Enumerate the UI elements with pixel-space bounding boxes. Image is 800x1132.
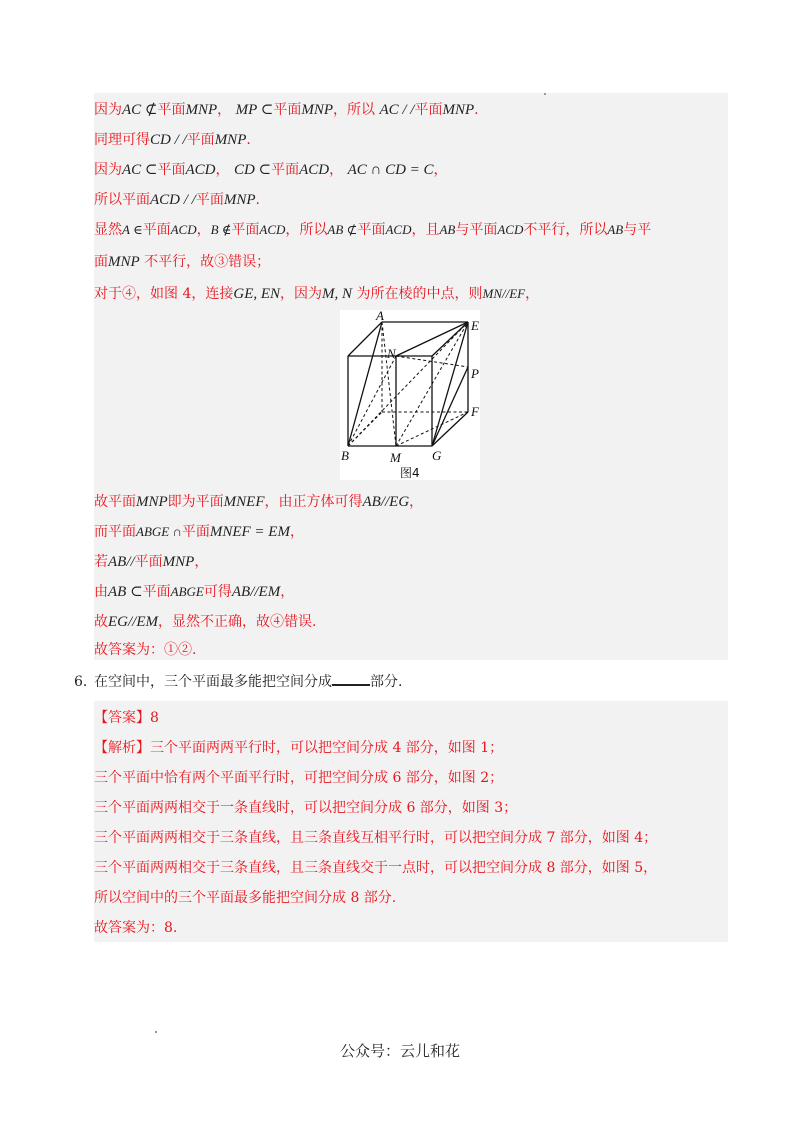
analysis-line-2: 三个平面中恰有两个平面平行时，可把空间分成 6 部分，如图 2；: [94, 770, 504, 786]
label-A: A: [376, 310, 384, 323]
solution-line-8: 故平面MNP即为平面MNEF，由正方体可得AB//EG，: [94, 494, 424, 510]
solution-line-12: 故EG//EM，显然不正确，故④错误.: [94, 614, 317, 630]
label-B: B: [341, 448, 349, 463]
label-E: E: [471, 318, 479, 333]
analysis-line-5: 三个平面两两相交于三条直线，且三条直线交于一点时，可以把空间分成 8 部分，如图 5，: [94, 860, 658, 876]
solution-line-5: 显然A ∈平面ACD，B ∉平面ACD，所以AB ⊄平面ACD，且AB与平面ACD不平行，所以AB与平: [94, 222, 652, 238]
question-number: 6．: [74, 674, 97, 690]
solution-line-7: 对于④，如图 4，连接GE, EN，因为M, N 为所在棱的中点，则MN//EF，: [94, 286, 540, 302]
solution-line-11: 由AB ⊂平面ABGE可得AB//EM，: [94, 584, 295, 600]
label-G: G: [432, 448, 442, 463]
analysis-line-6: 所以空间中的三个平面最多能把空间分成 8 部分.: [94, 890, 397, 906]
analysis-line-1: 【解析】三个平面两两平行时，可以把空间分成 4 部分，如图 1；: [94, 740, 504, 756]
question-text: 在空间中，三个平面最多能把空间分成 部分.: [94, 674, 403, 690]
cube-diagram: [340, 310, 480, 480]
figure-caption: 图4: [400, 466, 420, 480]
footer-text: 公众号：云儿和花: [339, 1042, 460, 1060]
analysis-line-3: 三个平面两两相交于一条直线时，可以把空间分成 6 部分，如图 3；: [94, 800, 518, 816]
answer-blank: [332, 672, 370, 686]
segment-GE: [432, 322, 468, 446]
solution-line-13: 故答案为：①②.: [94, 642, 197, 658]
answer-line: 【答案】8: [94, 710, 159, 726]
analysis-line-7: 故答案为：8.: [94, 920, 178, 936]
segment-NE: [396, 322, 468, 356]
solution-line-4: 所以平面ACD / /平面MNP.: [94, 192, 260, 208]
label-M: M: [390, 450, 401, 465]
solution-line-9: 而平面ABGE ∩平面MNEF = EM，: [94, 524, 304, 540]
solution-line-6: 面MNP 不平行，故③错误；: [94, 254, 271, 270]
solution-line-1: 因为AC ⊄平面MNP， MP ⊂平面MNP，所以 AC / /平面MNP.: [94, 102, 479, 118]
segment-BA: [348, 322, 382, 446]
cube-figure: [340, 310, 480, 480]
solution-line-3: 因为AC ⊂平面ACD， CD ⊂平面ACD， AC ∩ CD = C，: [94, 162, 448, 178]
solution-line-10: 若AB//平面MNP，: [94, 554, 209, 570]
label-P: P: [471, 366, 479, 381]
solution-line-2: 同理可得CD / /平面MNP.: [94, 132, 251, 148]
analysis-line-4: 三个平面两两相交于三条直线，且三条直线互相平行时，可以把空间分成 7 部分，如图 4；: [94, 830, 658, 846]
label-N: N: [387, 346, 396, 361]
segment-NB: [348, 356, 396, 446]
scan-dot: [544, 93, 546, 95]
scan-dot: [155, 1031, 157, 1033]
segment-AM: [382, 322, 396, 446]
segment-GP: [432, 367, 468, 446]
label-F: F: [471, 404, 479, 419]
